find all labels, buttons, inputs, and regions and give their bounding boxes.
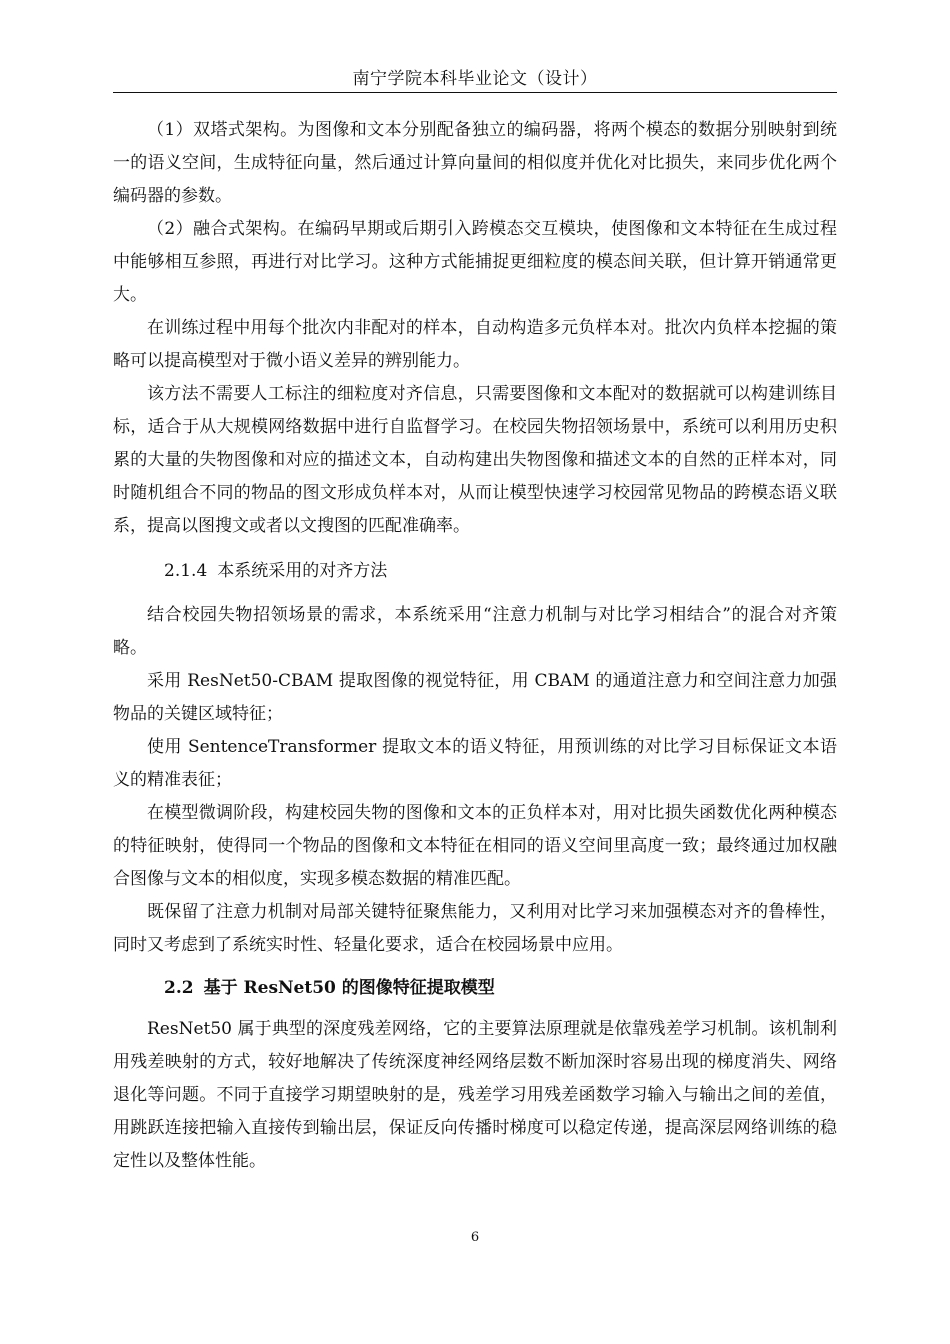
paragraph-dual-tower: （1）双塔式架构。为图像和文本分别配备独立的编码器，将两个模态的数据分别映射到统一的语义空间，生成特征向量，然后通过计算向量间的相似度并优化对比损失，来同步优化两个编码器的参数。	[113, 120, 837, 206]
paragraph-image-features: 采用 ResNet50-CBAM 提取图像的视觉特征，用 CBAM 的通道注意力和空间注意力加强物品的关键区域特征；	[113, 671, 837, 724]
paragraph-fine-tuning: 在模型微调阶段，构建校园失物的图像和文本的正负样本对，用对比损失函数优化两种模态的特征映射，使得同一个物品的图像和文本特征在相同的语义空间里高度一致；最终通过加权融合图像与文本的相似度，实现多模态数据的精准匹配。	[113, 803, 837, 889]
running-header: 南宁学院本科毕业论文（设计）	[352, 69, 598, 89]
section-number: 2.2	[164, 978, 194, 998]
subsection-title: 本系统采用的对齐方法	[217, 561, 388, 581]
paragraph-summary: 既保留了注意力机制对局部关键特征聚焦能力，又利用对比学习来加强模态对齐的鲁棒性，同时又考虑到了系统实时性、轻量化要求，适合在校园场景中应用。	[113, 902, 837, 955]
paragraph-resnet50: ResNet50 属于典型的深度残差网络，它的主要算法原理就是依靠残差学习机制。该机制利用残差映射的方式，较好地解决了传统深度神经网络层数不断加深时容易出现的梯度消失、网络退化等问题。不同于直接学习期望映射的是，残差学习用残差函数学习输入与输出之间的差值，用跳跃连接把输入直接传到输出层，保证反向传播时梯度可以稳定传递，提高深层网络训练的稳定性以及整体性能。	[113, 1019, 837, 1171]
paragraph-self-supervised: 该方法不需要人工标注的细粒度对齐信息，只需要图像和文本配对的数据就可以构建训练目标，适合于从大规模网络数据中进行自监督学习。在校园失物招领场景中，系统可以利用历史积累的大量的失物图像和对应的描述文本，自动构建出失物图像和描述文本的自然的正样本对，同时随机组合不同的物品的图文形成负样本对，从而让模型快速学习校园常见物品的跨模态语义联系，提高以图搜文或者以文搜图的匹配准确率。	[113, 384, 837, 536]
section-title: 基于 ResNet50 的图像特征提取模型	[203, 978, 495, 998]
section-heading	[113, 972, 837, 1005]
paragraph-negative-sampling: 在训练过程中用每个批次内非配对的样本，自动构造多元负样本对。批次内负样本挖掘的策略可以提高模型对于微小语义差异的辨别能力。	[113, 318, 837, 371]
subsection-number: 2.1.4	[164, 561, 208, 581]
paragraph-fusion-architecture: （2）融合式架构。在编码早期或后期引入跨模态交互模块，使图像和文本特征在生成过程中能够相互参照，再进行对比学习。这种方式能捕捉更细粒度的模态间关联，但计算开销通常更大。	[113, 219, 837, 305]
paragraph-text-features: 使用 SentenceTransformer 提取文本的语义特征，用预训练的对比学习目标保证文本语义的精准表征；	[113, 737, 837, 790]
page-number: 6	[470, 1230, 480, 1245]
paragraph-hybrid-strategy: 结合校园失物招领场景的需求，本系统采用“注意力机制与对比学习相结合”的混合对齐策略。	[113, 605, 837, 658]
subsection-heading	[113, 555, 837, 588]
header-divider	[113, 92, 837, 93]
main-content	[113, 114, 837, 1178]
